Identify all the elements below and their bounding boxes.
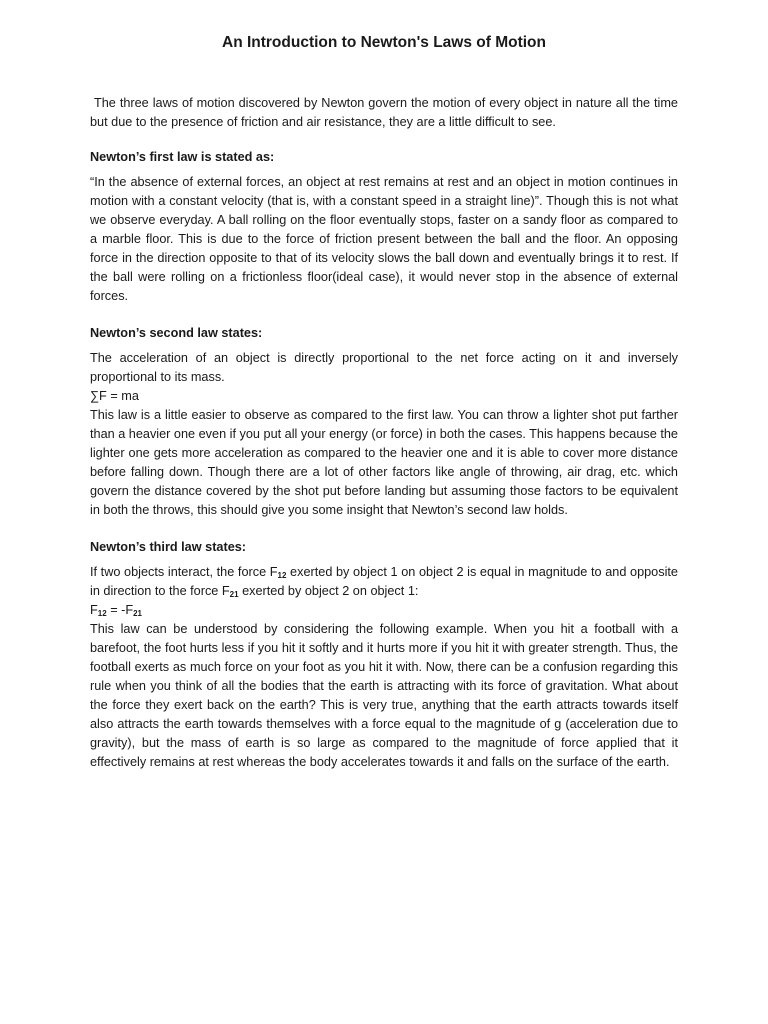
second-law-formula: ∑F = ma (90, 389, 139, 403)
formula-equals-neg-f: = -F (106, 603, 134, 617)
first-law-heading: Newton’s first law is stated as: (90, 150, 275, 164)
second-law-section (90, 324, 678, 520)
first-law-section (90, 148, 678, 306)
document-title: An Introduction to Newton's Laws of Motion (222, 34, 546, 51)
second-law-heading: Newton’s second law states: (90, 326, 263, 340)
third-law-section (90, 538, 678, 772)
third-law-statement (90, 563, 678, 601)
formula-f12-symbol: F (90, 603, 98, 617)
subscript-21: 21 (229, 590, 239, 599)
intro-paragraph: The three laws of motion discovered by Newton govern the motion of every object in nature all the time but due to the presence of friction and air resistance, they are a little difficult to see. (90, 96, 678, 129)
second-law-body: This law is a little easier to observe as compared to the first law. You can throw a lighter shot put farther than a heavier one even if you put all your energy (or force) in both the cases. This happens because the lighter one gets more acceleration as compared to the heavier one and it is able to cover more distance before falling down. Though there are a lot of other factors like angle of throwing, air drag, etc. which govern the distance covered by the shot put before landing but assuming those factors to be equivalent in both the throws, this should give you some insight that Newton’s second law holds. (90, 408, 678, 517)
document-body (90, 94, 678, 790)
first-law-body: “In the absence of external forces, an object at rest remains at rest and an object in motion continues in motion with a constant velocity (that is, with a constant speed in a straight line)”. Though this is not what we observe everyday. A ball rolling on the floor eventually stops, faster on a sandy floor as compared to a marble floor. This is due to the force of friction present between the ball and the floor. An opposing force in the direction opposite to that of its velocity slows the ball down and eventually brings it to rest. If the ball were rolling on a frictionless floor(ideal case), it would never stop in the absence of external forces. (90, 175, 678, 303)
third-law-statement-part2: exerted by object 1 on object 2 is equal in magnitude to and opposite in direction to the force F (90, 565, 678, 598)
third-law-formula (90, 601, 678, 620)
third-law-body: This law can be understood by considering the following example. When you hit a football with a barefoot, the foot hurts less if you hit it softly and it hurts more if you hit it with greater strength. Thus, the football exerts as much force on your foot as you hit it with. Now, there can be a confusion regarding this rule when you think of all the bodies that the earth is attracting with its force of gravitation. What about the force they exert back on the earth? This is very true, anything that the earth attracts towards itself also attracts the earth towards themselves with a force equal to the magnitude of g (acceleration due to gravity), but the mass of earth is so large as compared to the magnitude of force applied that it effectively remains at rest whereas the body accelerates towards it and falls on the surface of the earth. (90, 622, 678, 769)
third-law-heading: Newton’s third law states: (90, 540, 247, 554)
formula-subscript-21: 21 (133, 609, 143, 618)
formula-subscript-12: 12 (97, 609, 107, 618)
subscript-12: 12 (277, 571, 287, 580)
third-law-statement-part3: exerted by object 2 on object 1: (238, 584, 419, 598)
second-law-statement: The acceleration of an object is directly proportional to the net force acting on it and inversely proportional to its mass. (90, 351, 678, 384)
third-law-statement-part1: If two objects interact, the force F (90, 565, 278, 579)
